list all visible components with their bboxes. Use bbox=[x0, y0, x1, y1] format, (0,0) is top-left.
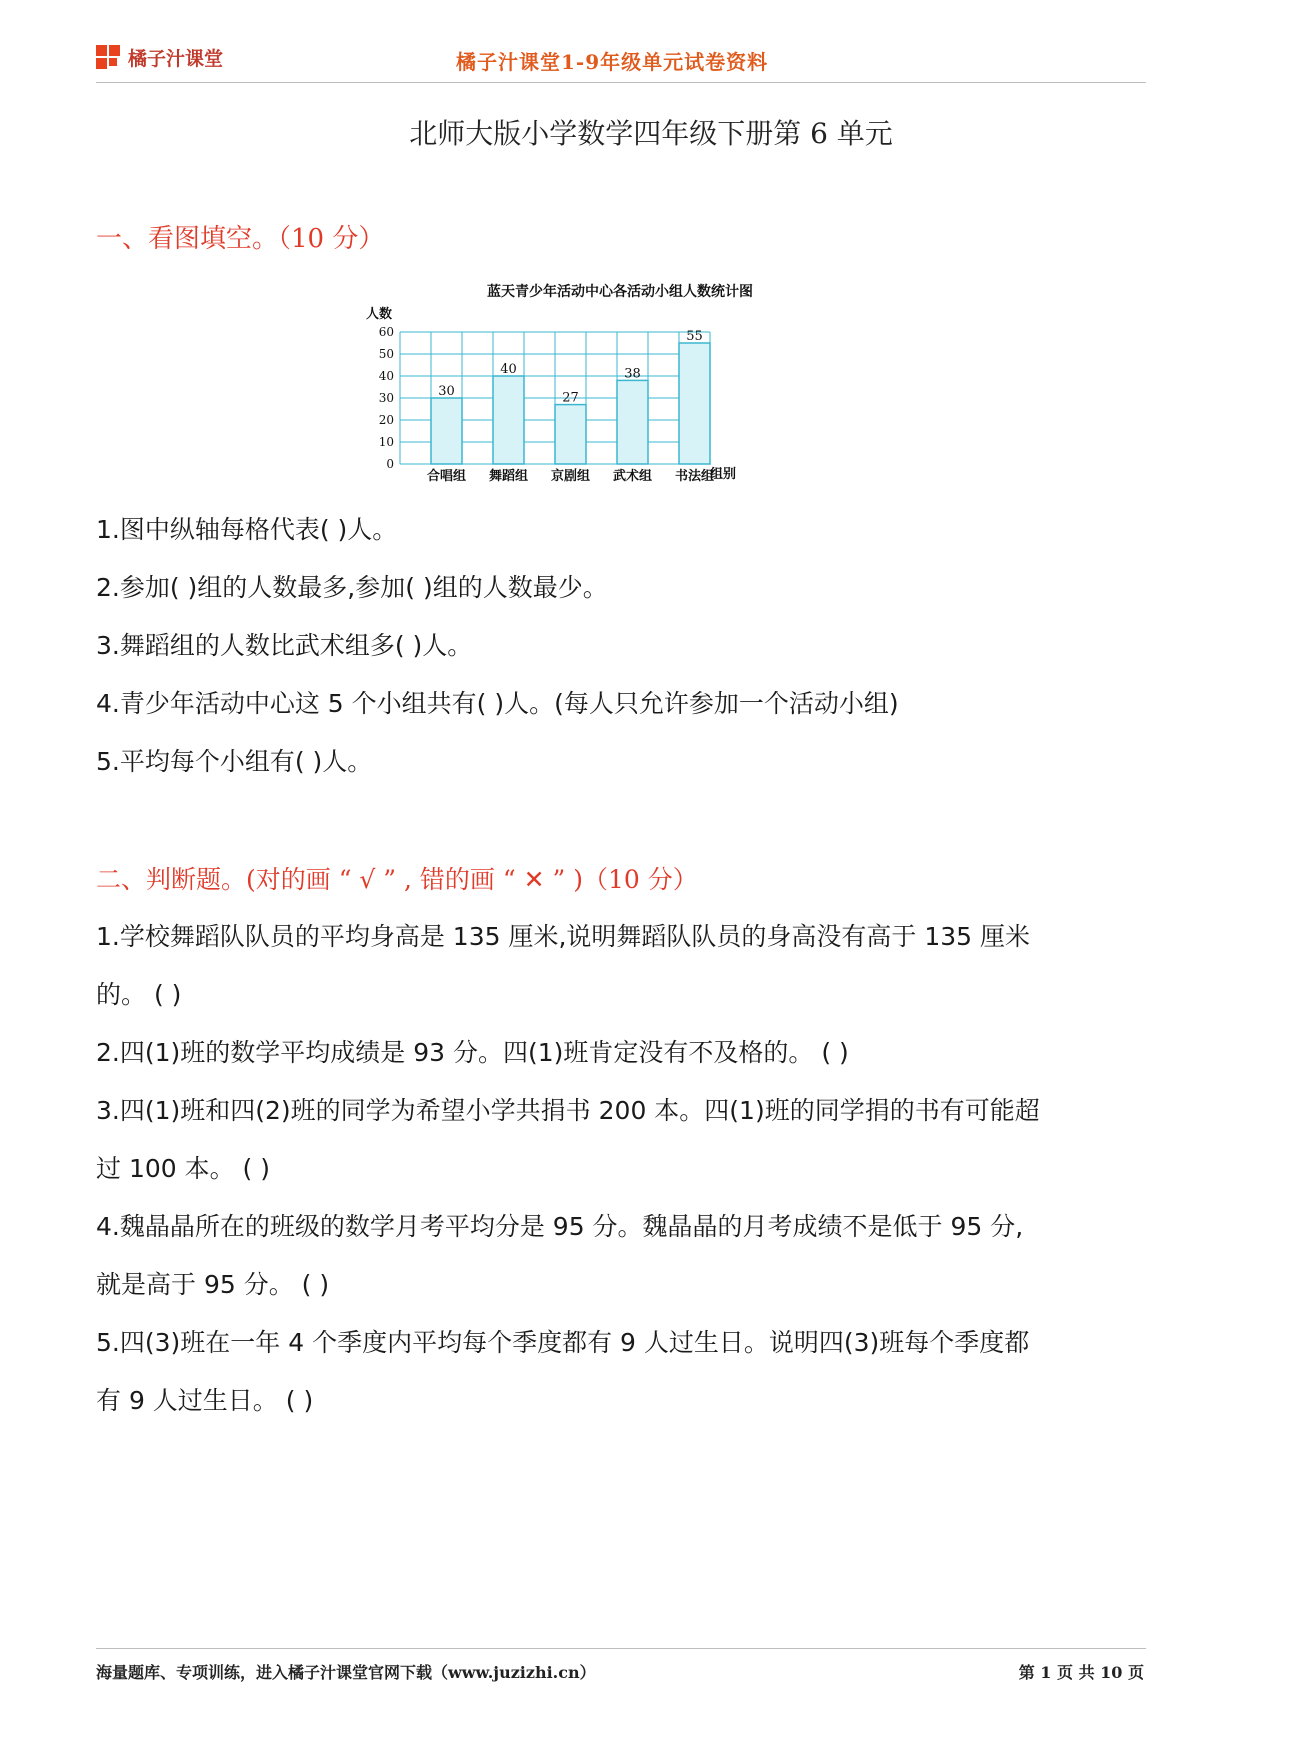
header-title: 橘子汁课堂1-9年级单元试卷资料 bbox=[456, 50, 769, 74]
bar-value-label: 38 bbox=[624, 366, 641, 382]
question-1-2: 2.参加( )组的人数最多,参加( )组的人数最少。 bbox=[96, 573, 608, 602]
bar bbox=[555, 405, 586, 464]
question-2-1-line-2: 的。 ( ) bbox=[96, 980, 182, 1009]
question-2-4-line-2: 就是高于 95 分。 ( ) bbox=[96, 1270, 330, 1299]
bar-value-label: 40 bbox=[500, 362, 517, 377]
page-number: 第 1 页 共 10 页 bbox=[1018, 1663, 1144, 1682]
y-tick-label: 20 bbox=[378, 413, 394, 427]
question-2-2: 2.四(1)班的数学平均成绩是 93 分。四(1)班肯定没有不及格的。 ( ) bbox=[96, 1038, 849, 1067]
x-category-label: 京剧组 bbox=[550, 469, 591, 484]
x-category-label: 合唱组 bbox=[426, 469, 467, 484]
logo-icon bbox=[96, 45, 122, 71]
footer-divider bbox=[96, 1648, 1146, 1649]
bar bbox=[617, 380, 648, 464]
question-1-1: 1.图中纵轴每格代表( )人。 bbox=[96, 515, 398, 544]
y-tick-label: 50 bbox=[378, 347, 394, 361]
chart-title: 蓝天青少年活动中心各活动小组人数统计图 bbox=[487, 284, 753, 300]
bar-value-label: 30 bbox=[438, 384, 455, 399]
bar-value-label: 55 bbox=[686, 329, 703, 344]
bar bbox=[493, 376, 524, 464]
y-tick-label: 30 bbox=[378, 391, 394, 405]
bar bbox=[679, 343, 710, 464]
logo-text: 橘子汁课堂 bbox=[128, 48, 224, 70]
section-2-heading: 二、判断题。(对的画 “ √ ” , 错的画 “ ✕ ” )（10 分） bbox=[96, 865, 698, 894]
bar-value-label: 27 bbox=[562, 390, 579, 406]
document-title: 北师大版小学数学四年级下册第 6 单元 bbox=[409, 117, 893, 150]
bar-chart bbox=[366, 284, 840, 550]
question-2-1-line-1: 1.学校舞蹈队队员的平均身高是 135 厘米,说明舞蹈队队员的身高没有高于 135 厘米 bbox=[96, 922, 1031, 951]
question-1-3: 3.舞蹈组的人数比武术组多( )人。 bbox=[96, 631, 473, 660]
x-category-label: 舞蹈组 bbox=[488, 469, 529, 484]
y-axis-label: 人数 bbox=[366, 307, 393, 322]
bar bbox=[431, 398, 462, 464]
y-tick-label: 0 bbox=[386, 457, 394, 471]
x-category-label: 书法组 bbox=[674, 469, 715, 484]
x-axis-label: 组别 bbox=[710, 467, 737, 482]
section-1-heading: 一、看图填空。（10 分） bbox=[96, 224, 385, 254]
header-divider bbox=[96, 82, 1146, 83]
question-1-4: 4.青少年活动中心这 5 个小组共有( )人。(每人只允许参加一个活动小组) bbox=[96, 689, 899, 718]
question-2-3-line-1: 3.四(1)班和四(2)班的同学为希望小学共捐书 200 本。四(1)班的同学捐的书有可能超 bbox=[96, 1096, 1040, 1125]
y-tick-label: 10 bbox=[378, 435, 394, 449]
y-tick-label: 60 bbox=[378, 325, 394, 339]
question-1-5: 5.平均每个小组有( )人。 bbox=[96, 747, 373, 776]
footer-promo-text: 海量题库、专项训练，进入橘子汁课堂官网下载（www.juzizhi.cn） bbox=[96, 1663, 596, 1682]
question-2-4-line-1: 4.魏晶晶所在的班级的数学月考平均分是 95 分。魏晶晶的月考成绩不是低于 95 分, bbox=[96, 1212, 1024, 1241]
brand-logo bbox=[96, 44, 223, 71]
question-2-3-line-2: 过 100 本。 ( ) bbox=[96, 1154, 271, 1183]
x-category-label: 武术组 bbox=[612, 469, 653, 484]
question-2-5-line-2: 有 9 人过生日。 ( ) bbox=[96, 1386, 314, 1415]
page-header bbox=[96, 42, 1146, 84]
question-2-5-line-1: 5.四(3)班在一年 4 个季度内平均每个季度都有 9 人过生日。说明四(3)班每个季度都 bbox=[96, 1328, 1030, 1357]
y-tick-label: 40 bbox=[378, 369, 394, 383]
